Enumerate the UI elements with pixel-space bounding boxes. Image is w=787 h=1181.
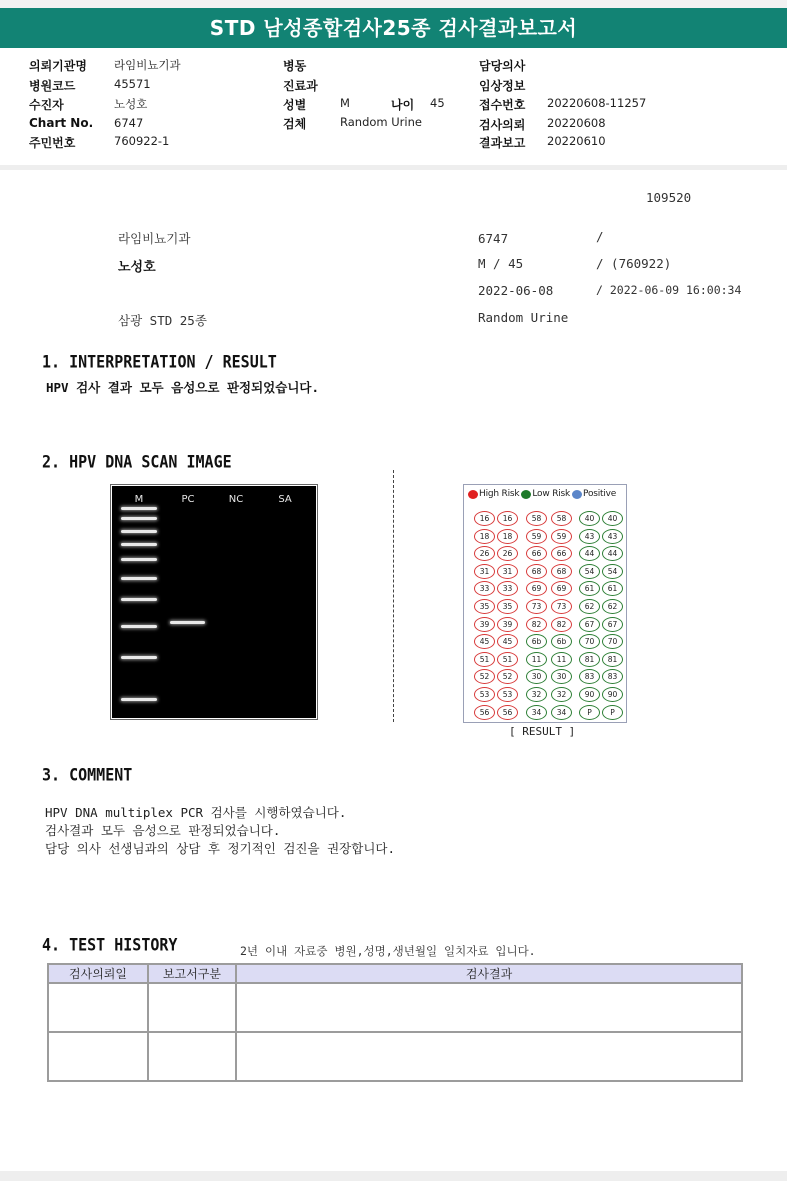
marker-band bbox=[121, 558, 157, 561]
hpv-type-marker: 66 bbox=[551, 546, 572, 561]
label-resident-no: 주민번호 bbox=[29, 136, 76, 150]
column-header-report-type: 보고서구분 bbox=[148, 964, 236, 983]
info-test-name: 삼광 STD 25종 bbox=[118, 313, 207, 328]
value-clinic: 라임비뇨기과 bbox=[114, 58, 181, 72]
hpv-type-marker: 44 bbox=[579, 546, 600, 561]
hpv-type-marker: 58 bbox=[551, 511, 572, 526]
value-request-date: 20220608 bbox=[547, 116, 606, 130]
hpv-type-marker: 18 bbox=[474, 529, 495, 544]
hpv-type-marker: 61 bbox=[602, 581, 623, 596]
hpv-type-marker: 54 bbox=[579, 564, 600, 579]
hpv-type-marker: 40 bbox=[579, 511, 600, 526]
info-sex-age: M / 45 bbox=[478, 256, 524, 271]
hpv-type-marker: 62 bbox=[579, 599, 600, 614]
label-request-date: 검사의뢰 bbox=[479, 118, 526, 132]
table-row bbox=[48, 1032, 742, 1081]
hpv-type-marker: 83 bbox=[579, 669, 600, 684]
hpv-type-marker: 53 bbox=[497, 687, 518, 702]
hpv-type-marker: P bbox=[602, 705, 623, 720]
hpv-type-marker: 31 bbox=[497, 564, 518, 579]
value-specimen: Random Urine bbox=[340, 115, 422, 129]
hpv-type-marker: 81 bbox=[579, 652, 600, 667]
info-chart-separator: / bbox=[596, 229, 604, 244]
legend-label: High Risk bbox=[479, 489, 520, 499]
dashed-divider bbox=[393, 470, 394, 722]
test-history-note: 2년 이내 자료중 병원,성명,생년월일 일치자료 입니다. bbox=[240, 944, 536, 958]
hpv-type-marker: 11 bbox=[526, 652, 547, 667]
hpv-type-marker: 53 bbox=[474, 687, 495, 702]
hpv-type-marker: 39 bbox=[474, 617, 495, 632]
marker-band bbox=[121, 656, 157, 659]
value-age: 45 bbox=[430, 96, 445, 110]
hpv-type-marker: 52 bbox=[474, 669, 495, 684]
hpv-type-marker: 45 bbox=[474, 634, 495, 649]
value-patient: 노성호 bbox=[114, 97, 148, 111]
hpv-type-marker: 26 bbox=[497, 546, 518, 561]
hpv-type-marker: 59 bbox=[551, 529, 572, 544]
hpv-type-marker: 70 bbox=[579, 634, 600, 649]
section-scan-image-title: 2. HPV DNA SCAN IMAGE bbox=[42, 452, 232, 473]
hpv-type-marker: 61 bbox=[579, 581, 600, 596]
legend-dot-icon bbox=[572, 490, 582, 499]
table-cell bbox=[48, 983, 148, 1032]
hpv-type-marker: 43 bbox=[602, 529, 623, 544]
column-header-result: 검사결과 bbox=[236, 964, 742, 983]
label-sex: 성별 bbox=[283, 98, 307, 112]
hpv-type-marker: 39 bbox=[497, 617, 518, 632]
hpv-type-marker: 68 bbox=[551, 564, 572, 579]
hpv-type-marker: 56 bbox=[474, 705, 495, 720]
marker-band bbox=[121, 517, 157, 520]
comment-line: 검사결과 모두 음성으로 판정되었습니다. bbox=[45, 823, 281, 838]
hpv-type-marker: 90 bbox=[602, 687, 623, 702]
info-specimen: Random Urine bbox=[478, 310, 569, 325]
label-chart-no: Chart No. bbox=[29, 116, 94, 130]
report-code: 109520 bbox=[646, 190, 692, 205]
gel-lane-label: PC bbox=[181, 494, 195, 505]
info-report-datetime: / 2022-06-09 16:00:34 bbox=[596, 283, 742, 297]
hpv-type-marker: 90 bbox=[579, 687, 600, 702]
positive-control-band bbox=[170, 621, 205, 624]
hpv-type-marker: 69 bbox=[526, 581, 547, 596]
hpv-type-marker: 31 bbox=[474, 564, 495, 579]
hpv-type-marker: 56 bbox=[497, 705, 518, 720]
legend-label: Low Risk bbox=[532, 489, 571, 499]
hpv-type-marker: 43 bbox=[579, 529, 600, 544]
table-cell bbox=[148, 1032, 236, 1081]
column-header-request-date: 검사의뢰일 bbox=[48, 964, 148, 983]
label-ward: 병동 bbox=[283, 59, 307, 73]
value-resident-no: 760922-1 bbox=[114, 134, 170, 148]
hpv-type-marker: 59 bbox=[526, 529, 547, 544]
marker-band bbox=[121, 577, 157, 580]
hpv-type-marker: 30 bbox=[526, 669, 547, 684]
label-clinical-info: 임상정보 bbox=[479, 79, 526, 93]
label-doctor: 담당의사 bbox=[479, 59, 526, 73]
marker-band bbox=[121, 698, 157, 701]
hpv-type-marker: 26 bbox=[474, 546, 495, 561]
label-patient: 수진자 bbox=[29, 98, 64, 112]
table-header-row bbox=[48, 964, 742, 983]
hpv-type-marker: 81 bbox=[602, 652, 623, 667]
risk-legend bbox=[468, 489, 618, 499]
label-age: 나이 bbox=[391, 98, 415, 112]
hpv-type-marker: 66 bbox=[526, 546, 547, 561]
comment-line: 담당 의사 선생님과의 상담 후 정기적인 검진을 권장합니다. bbox=[45, 841, 396, 856]
hpv-type-marker: 16 bbox=[497, 511, 518, 526]
label-receipt-no: 접수번호 bbox=[479, 98, 526, 112]
value-report-date: 20220610 bbox=[547, 134, 606, 148]
table-cell bbox=[48, 1032, 148, 1081]
label-hospital-code: 병원코드 bbox=[29, 79, 76, 93]
hpv-type-marker: 18 bbox=[497, 529, 518, 544]
marker-band bbox=[121, 598, 157, 601]
info-birth: / (760922) bbox=[596, 256, 672, 271]
hpv-type-marker: 44 bbox=[602, 546, 623, 561]
hpv-type-marker: 54 bbox=[602, 564, 623, 579]
table-cell bbox=[236, 1032, 742, 1081]
hpv-type-marker: 35 bbox=[474, 599, 495, 614]
legend-dot-icon bbox=[521, 490, 531, 499]
report-title: STD 남성종합검사25종 검사결과보고서 bbox=[0, 8, 787, 48]
hpv-type-marker: 73 bbox=[526, 599, 547, 614]
hpv-type-marker: 16 bbox=[474, 511, 495, 526]
test-history-table bbox=[47, 963, 743, 1082]
header-divider bbox=[0, 165, 787, 170]
table-cell bbox=[236, 983, 742, 1032]
hpv-type-marker: 51 bbox=[497, 652, 518, 667]
hpv-type-marker: 32 bbox=[551, 687, 572, 702]
hpv-type-marker: P bbox=[579, 705, 600, 720]
label-specimen: 검체 bbox=[283, 117, 307, 131]
hpv-type-marker: 82 bbox=[551, 617, 572, 632]
hpv-type-marker: 58 bbox=[526, 511, 547, 526]
label-report-date: 결과보고 bbox=[479, 136, 526, 150]
hpv-type-marker: 6b bbox=[526, 634, 547, 649]
table-row bbox=[48, 983, 742, 1032]
section-interpretation-title: 1. INTERPRETATION / RESULT bbox=[42, 352, 277, 373]
hpv-result-panel bbox=[463, 484, 627, 723]
hpv-type-marker: 52 bbox=[497, 669, 518, 684]
footer-strip bbox=[0, 1171, 787, 1181]
hpv-type-marker: 35 bbox=[497, 599, 518, 614]
marker-band bbox=[121, 530, 157, 533]
hpv-type-marker: 82 bbox=[526, 617, 547, 632]
hpv-type-marker: 33 bbox=[497, 581, 518, 596]
top-strip bbox=[0, 0, 787, 8]
value-hospital-code: 45571 bbox=[114, 77, 151, 91]
hpv-type-marker: 45 bbox=[497, 634, 518, 649]
hpv-type-marker: 34 bbox=[526, 705, 547, 720]
section-test-history-title: 4. TEST HISTORY bbox=[42, 935, 178, 956]
hpv-type-marker: 11 bbox=[551, 652, 572, 667]
hpv-type-marker: 68 bbox=[526, 564, 547, 579]
hpv-type-marker: 6b bbox=[551, 634, 572, 649]
info-clinic: 라임비뇨기과 bbox=[118, 231, 191, 246]
table-cell bbox=[148, 983, 236, 1032]
value-sex: M bbox=[340, 96, 350, 110]
comment-line: HPV DNA multiplex PCR 검사를 시행하였습니다. bbox=[45, 805, 347, 820]
gel-lane-label: NC bbox=[228, 494, 244, 505]
info-chart-no: 6747 bbox=[478, 231, 509, 246]
hpv-type-marker: 62 bbox=[602, 599, 623, 614]
gel-lane-label: SA bbox=[278, 494, 292, 505]
gel-electrophoresis-image bbox=[112, 486, 316, 718]
marker-band bbox=[121, 543, 157, 546]
value-chart-no: 6747 bbox=[114, 116, 144, 130]
marker-band bbox=[121, 507, 157, 510]
hpv-type-marker: 32 bbox=[526, 687, 547, 702]
marker-band bbox=[121, 625, 157, 628]
label-clinic: 의뢰기관명 bbox=[29, 59, 87, 73]
label-department: 진료과 bbox=[283, 79, 318, 93]
gel-lane-label: M bbox=[134, 494, 144, 505]
hpv-type-marker: 67 bbox=[579, 617, 600, 632]
info-request-date: 2022-06-08 bbox=[478, 283, 554, 298]
hpv-type-marker: 40 bbox=[602, 511, 623, 526]
hpv-type-marker: 73 bbox=[551, 599, 572, 614]
legend-dot-icon bbox=[468, 490, 478, 499]
result-caption: [ RESULT ] bbox=[509, 725, 576, 738]
hpv-type-marker: 67 bbox=[602, 617, 623, 632]
comment-block bbox=[45, 804, 395, 858]
legend-label: Positive bbox=[583, 489, 617, 499]
hpv-type-marker: 70 bbox=[602, 634, 623, 649]
interpretation-text: HPV 검사 결과 모두 음성으로 판정되었습니다. bbox=[46, 380, 320, 395]
hpv-type-marker: 33 bbox=[474, 581, 495, 596]
hpv-type-marker: 51 bbox=[474, 652, 495, 667]
value-receipt-no: 20220608-11257 bbox=[547, 96, 647, 110]
section-comment-title: 3. COMMENT bbox=[42, 765, 133, 786]
hpv-type-marker: 69 bbox=[551, 581, 572, 596]
hpv-type-marker: 83 bbox=[602, 669, 623, 684]
hpv-type-marker: 30 bbox=[551, 669, 572, 684]
hpv-type-marker: 34 bbox=[551, 705, 572, 720]
info-patient-name: 노성호 bbox=[118, 260, 156, 275]
